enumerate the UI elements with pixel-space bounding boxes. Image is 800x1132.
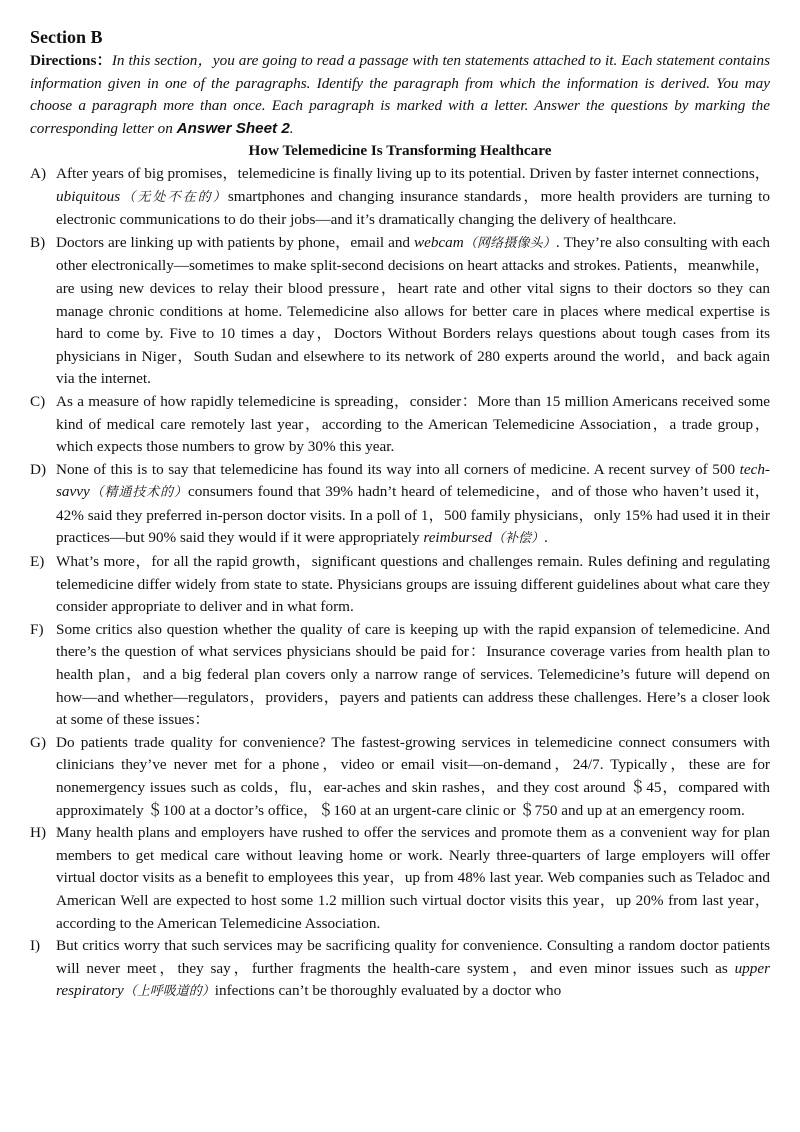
glossed-word: reimbursed [423, 529, 492, 547]
directions-label: Directions： [30, 52, 112, 69]
paragraph-text [56, 163, 770, 232]
directions-end: . [289, 119, 294, 137]
text-run: infections can’t be thoroughly evaluated by a doctor who [214, 982, 562, 1000]
glossed-word: tech-savvy [56, 460, 770, 501]
directions-text: In this section，you are going to read a passage with ten statements attached to it. Each statement contains information given in one of the paragraphs. Identify the paragraph from which the information is derived. You may choose a paragraph more than once. Each paragraph is marked with a letter. Answer the questions by marking the corresponding letter on [30, 52, 770, 137]
text-run: consumers found that 39% hadn’t heard of telemedicine，and of those who haven’t used it，42% said they preferred in-person doctor visits. In a poll of 1，500 family physicians，only 15% had used it in their practices—but 90% said they would if it were appropriately [56, 483, 770, 547]
text-run: None of this is to say that telemedicine has found its way into all corners of medicine. A recent survey of 500 [56, 460, 740, 478]
paragraph-b [30, 232, 770, 391]
text-run: After years of big promises，telemedicine is finally living up to its potential. Driven by faster internet connections， [56, 164, 770, 182]
chinese-gloss: （网络摄像头） [463, 235, 556, 251]
paragraph-text [56, 459, 770, 551]
text-run: . They’re also consulting with each other electronically—sometimes to make split-second decisions on heart attacks and strokes. Patients，meanwhile，are using new devices to relay their blood pressure，heart rate and other vital signs to their doctors so they can manage chronic conditions at home. Telemedicine also allows for better care in places where medical expertise is hard to come by. Five to 10 times a day，Doctors Without Borders relays questions about tough cases from its physicians in Niger，South Sudan and elsewhere to its network of 280 experts around the world，and back again via the internet. [56, 233, 770, 388]
paragraph-text: What’s more，for all the rapid growth，significant questions and challenges remain. Rules defining and regulating telemedicine differ widely from state to state. Physicians groups are issuing different guidelines about what care they consider appropriate to deliver and in what form. [56, 553, 770, 616]
answer-sheet-label: Answer Sheet 2 [176, 119, 290, 137]
paragraph-a [30, 163, 770, 232]
paragraph-text [56, 935, 770, 1004]
paragraph-letter: G) [30, 733, 47, 751]
chinese-gloss: （补偿） [491, 531, 544, 547]
paragraph-text: Do patients trade quality for convenience? The fastest-growing services in telemedicine connect consumers with clinicians they’ve never met for a phone，video or email visit—on-demand，24/7. Typically，these are for nonemergency issues such as colds，flu，ear-aches and skin rashes，and they cost around ＄45，compared with approximately ＄100 at a doctor’s office，＄160 at an urgent-care clinic or ＄750 and up at an emergency room. [56, 733, 770, 819]
chinese-gloss: （精通技术的） [89, 485, 188, 501]
text-run: Doctors are linking up with patients by phone，email and [56, 233, 414, 251]
paragraph-text [56, 232, 770, 391]
paragraph-d [30, 459, 770, 551]
paragraph-letter: H) [30, 824, 47, 842]
paragraph-e [30, 551, 770, 619]
paragraph-text: Many health plans and employers have rushed to offer the services and promote them as a convenient way for plan members to get medical care without leaving home or work. Nearly three-quarters of large employers will offer virtual doctor visits as a benefit to employees this year，up from 48% last year. Web companies such as Teladoc and American Well are expected to host some 1.2 million such virtual doctor visits this year，up 20% from last year，according to the American Telemedicine Association. [56, 824, 770, 932]
paragraph-h [30, 822, 770, 935]
paragraph-letter: E) [30, 553, 45, 571]
paragraph-i [30, 935, 770, 1004]
glossed-word: ubiquitous [56, 187, 121, 205]
paragraph-f [30, 619, 770, 732]
text-run: smartphones and changing insurance standards，more health providers are turning to electronic communications to do their jobs—and it’s dramatically changing the delivery of healthcare. [56, 187, 770, 229]
directions [30, 50, 770, 140]
paragraph-c [30, 391, 770, 459]
chinese-gloss: （无处不在的） [120, 189, 228, 205]
paragraph-text: As a measure of how rapidly telemedicine is spreading，consider：More than 15 million Americans received some kind of medical care remotely last year，according to the American Telemedicine Association，a trade group，which expects those numbers to grow by 30% this year. [56, 392, 770, 456]
chinese-gloss: （上呼吸道的） [123, 984, 215, 1000]
paragraph-letter: D) [30, 460, 47, 478]
text-run: But critics worry that such services may be sacrificing quality for convenience. Consulting a random doctor patients will never meet，they say，further fragments the health-care system，and even minor issues such as [56, 937, 770, 977]
paragraph-g [30, 732, 770, 822]
text-run: . [543, 529, 548, 547]
glossed-word: upper respiratory [56, 959, 770, 1000]
glossed-word: webcam [413, 233, 464, 251]
paragraph-letter: A) [30, 164, 47, 182]
paragraph-letter: F) [30, 620, 44, 638]
paragraph-text: Some critics also question whether the quality of care is keeping up with the rapid expansion of telemedicine. And there’s the question of what services physicians should be paid for：Insurance coverage varies from health plan to health plan，and a big federal plan covers only a narrow range of services. Telemedicine’s future will depend on how—and whether—regulators，providers，payers and patients can address these challenges. Here’s a closer look at some of these issues： [56, 620, 770, 729]
section-title: Section B [30, 27, 103, 47]
paragraph-letter: C) [30, 392, 46, 410]
passage-title: How Telemedicine Is Transforming Healthcare [248, 142, 552, 160]
paragraph-letter: I) [30, 937, 41, 955]
paragraph-letter: B) [30, 233, 46, 251]
